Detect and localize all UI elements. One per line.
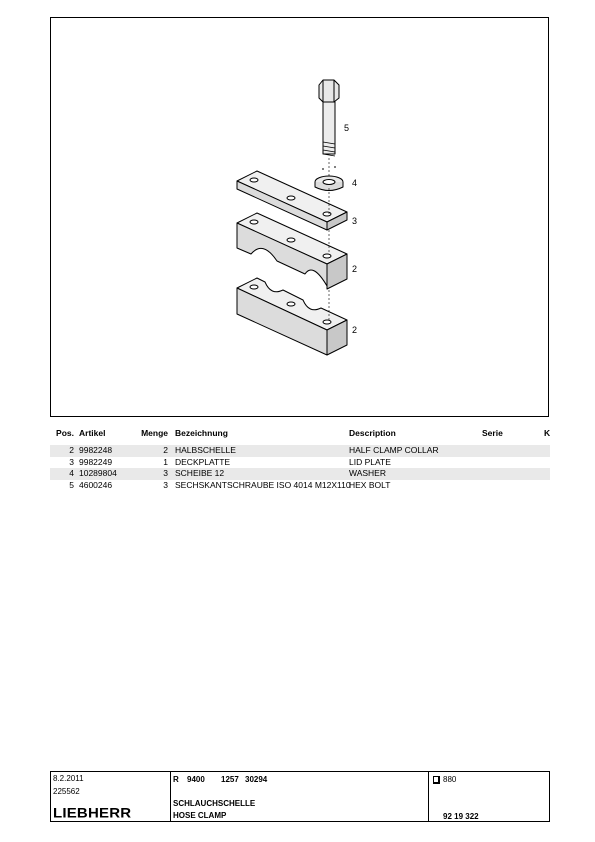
- row-pos: 3: [69, 456, 74, 467]
- header-artikel: Artikel: [79, 428, 106, 438]
- row-description: HEX BOLT: [349, 479, 391, 490]
- title-block-divider: [428, 772, 429, 821]
- row-pos: 5: [69, 479, 74, 490]
- callout-5: 5: [344, 123, 350, 133]
- row-bezeichnung: SCHEIBE 12: [175, 468, 225, 478]
- row-artikel: 9982248: [79, 445, 113, 455]
- table-row: [50, 457, 550, 469]
- header-k: K: [544, 428, 551, 438]
- row-menge: 1: [163, 456, 168, 467]
- model-number: 9400: [187, 775, 205, 784]
- row-menge: 2: [163, 445, 168, 455]
- table-row: [50, 480, 550, 492]
- callout-4: 4: [352, 178, 358, 188]
- document-number: 225562: [53, 787, 80, 796]
- page-number: 880: [443, 775, 457, 784]
- row-description: WASHER: [349, 468, 386, 478]
- model-prefix: R: [173, 775, 179, 784]
- figure-frame: [50, 17, 549, 417]
- liebherr-logo: LIEBHERR: [53, 805, 132, 822]
- lower-half-clamp-drawing: [237, 278, 347, 355]
- row-artikel: 4600246: [79, 479, 113, 490]
- table-row: [50, 445, 550, 457]
- row-pos: 2: [69, 445, 74, 455]
- hex-bolt-drawing: [319, 80, 339, 170]
- serial-number: 30294: [245, 775, 268, 784]
- parts-list-header: [50, 428, 550, 440]
- row-bezeichnung: HALBSCHELLE: [175, 445, 236, 455]
- header-serie: Serie: [482, 428, 503, 438]
- page-icon: [433, 776, 440, 784]
- row-pos: 4: [69, 468, 74, 478]
- row-description: LID PLATE: [349, 456, 391, 467]
- row-artikel: 9982249: [79, 456, 113, 467]
- row-bezeichnung: SECHSKANTSCHRAUBE ISO 4014 M12X110: [175, 479, 351, 490]
- title-block: [50, 771, 550, 822]
- row-menge: 3: [163, 468, 168, 478]
- serial-prefix: 1257: [221, 775, 239, 784]
- title-english: HOSE CLAMP: [173, 811, 227, 820]
- header-bezeichnung: Bezeichnung: [175, 428, 228, 438]
- callout-2-upper: 2: [352, 264, 358, 274]
- row-artikel: 10289804: [79, 468, 117, 478]
- row-description: HALF CLAMP COLLAR: [349, 445, 439, 455]
- row-bezeichnung: DECKPLATTE: [175, 456, 231, 467]
- header-description: Description: [349, 428, 396, 438]
- row-menge: 3: [163, 479, 168, 490]
- callout-3: 3: [352, 216, 358, 226]
- document-date: 8.2.2011: [53, 774, 84, 783]
- parts-list: [50, 445, 550, 491]
- table-row: [50, 468, 550, 480]
- hose-clamp-exploded-drawing: [51, 18, 550, 418]
- title-block-divider: [170, 772, 171, 821]
- header-pos: Pos.: [56, 428, 74, 438]
- header-menge: Menge: [141, 428, 168, 438]
- title-german: SCHLAUCHSCHELLE: [173, 799, 256, 808]
- callout-2-lower: 2: [352, 325, 358, 335]
- drawing-number: 92 19 322: [443, 812, 479, 821]
